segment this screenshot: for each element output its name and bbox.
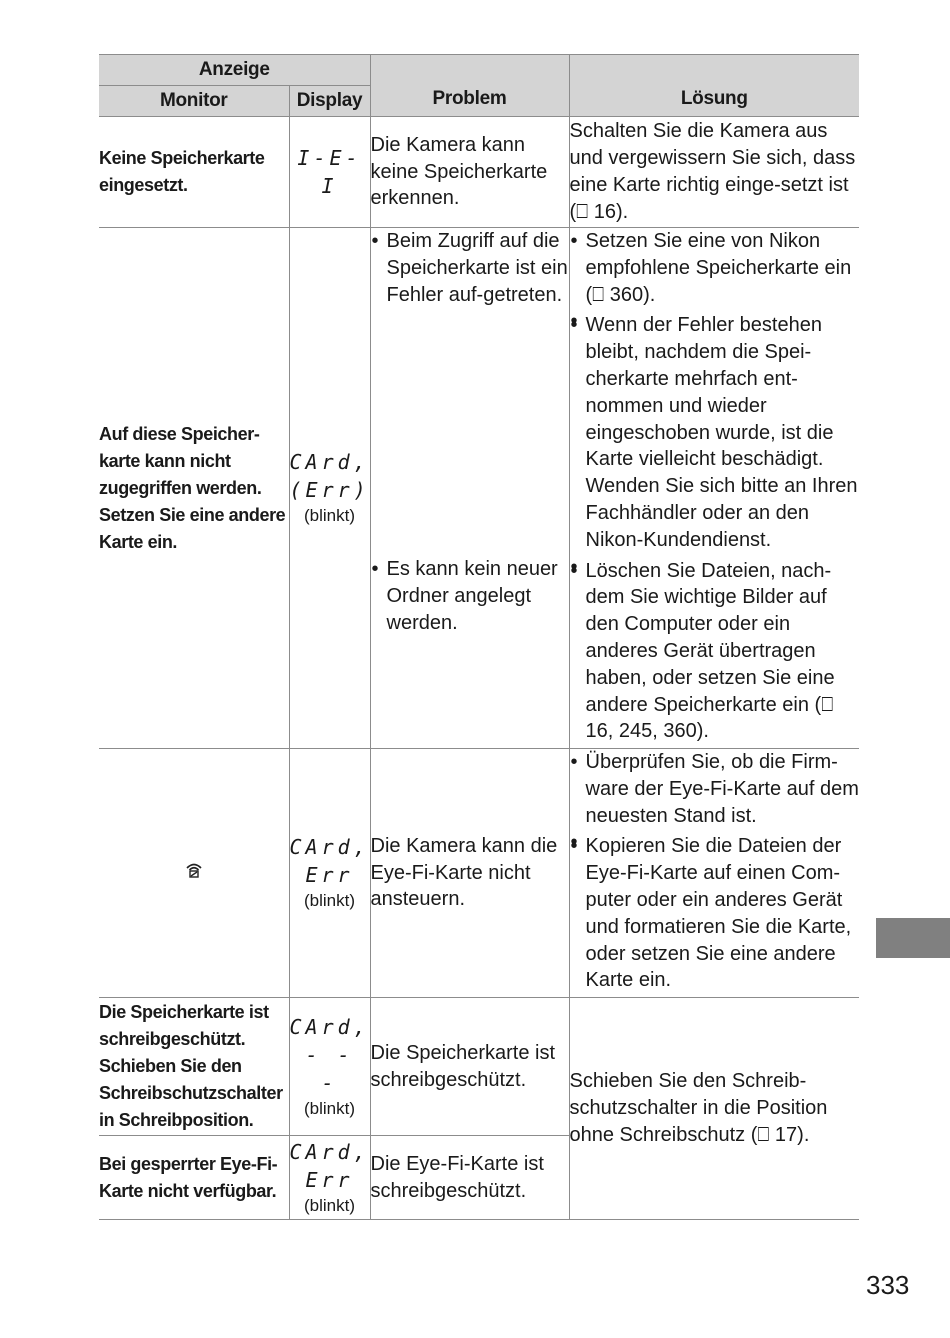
problem-text: Die Speicherkarte ist schreibgeschützt. — [370, 998, 569, 1136]
solution-item: • Wenn der Fehler bestehen bleibt, nachdem die Spei-cherkarte mehrfach ent-nommen und wieder eingeschoben wurde, ist die Karte vielleicht beschädigt. Wenden Sie sich bitte an Ihren Fachhändler oder an den Nikon-Kundendienst. — [570, 312, 860, 553]
solution-item: • Setzen Sie eine von Nikon empfohlene Speicherkarte ein (⎕ 360). — [570, 228, 860, 308]
display-code — [289, 1136, 370, 1220]
display-code — [289, 117, 370, 228]
problem-item: • Beim Zugriff auf die Speicherkarte ist ein Fehler auf-getreten. — [371, 228, 569, 556]
problem-text: Die Kamera kann keine Speicherkarte erkennen. — [370, 117, 569, 228]
problem-text: Die Eye-Fi-Karte ist schreibgeschützt. — [370, 1136, 569, 1220]
display-code — [289, 998, 370, 1136]
display-code-text: CArd, — [289, 450, 370, 474]
eye-fi-icon — [185, 860, 203, 887]
page-number: 333 — [866, 1270, 910, 1300]
display-note: (blinkt) — [303, 1195, 355, 1215]
display-code-text: CArd, — [289, 1014, 370, 1039]
problem-text: Die Kamera kann die Eye-Fi-Karte nicht ansteuern. — [370, 749, 569, 998]
display-code-text: CArd, — [289, 1139, 370, 1164]
display-code — [289, 749, 370, 998]
header-monitor: Monitor — [99, 86, 289, 117]
header-loesung: Lösung — [569, 55, 859, 117]
header-anzeige: Anzeige — [99, 55, 370, 86]
solution-cell — [569, 749, 859, 998]
monitor-message: Die Speicherkarte ist schreibgeschützt. Schieben Sie den Schreibschutzschalter in Schreibposition. — [99, 998, 289, 1136]
display-code-text-2: - - - — [305, 1042, 354, 1095]
monitor-message: Keine Speicherkarte eingesetzt. — [99, 117, 289, 228]
solution-cell — [569, 228, 859, 749]
display-code-text-2: Err — [305, 863, 354, 887]
table-row — [99, 749, 859, 998]
monitor-icon-cell — [99, 749, 289, 998]
solution-text: Schalten Sie die Kamera aus und vergewissern Sie sich, dass eine Karte richtig einge-setzt ist (⎕ 16). — [569, 117, 859, 228]
error-table — [99, 54, 859, 1220]
display-code — [289, 228, 370, 749]
display-code-text: CArd, — [289, 835, 370, 859]
display-code-text: I-E-I — [297, 146, 362, 198]
table-row — [99, 228, 859, 749]
problem-item: • Es kann kein neuer Ordner angelegt werden. — [371, 556, 569, 636]
solution-text: Schieben Sie den Schreib-schutzschalter in die Position ohne Schreibschutz (⎕ 17). — [569, 998, 859, 1220]
display-code-text-2: Err — [305, 1167, 354, 1192]
solution-item: • Kopieren Sie die Dateien der Eye-Fi-Karte auf einen Com-puter oder ein anderes Gerät und formatieren Sie die Karte, oder setzen Sie eine andere Karte ein. — [570, 833, 860, 994]
section-tab-marker — [876, 918, 950, 958]
monitor-message: Bei gesperrter Eye-Fi-Karte nicht verfügbar. — [99, 1136, 289, 1220]
solution-item: • Überprüfen Sie, ob die Firm-ware der Eye-Fi-Karte auf dem neuesten Stand ist. — [570, 749, 860, 829]
solution-item: • Löschen Sie Dateien, nach-dem Sie wichtige Bilder auf den Computer oder ein anderes Gerät übertragen haben, oder setzen Sie eine andere Speicherkarte ein (⎕ 16, 245, 360). — [570, 558, 860, 746]
monitor-message: Auf diese Speicher-karte kann nicht zugegriffen werden. Setzen Sie eine andere Karte ein. — [99, 228, 289, 749]
display-note: (blinkt) — [303, 891, 355, 910]
header-problem: Problem — [370, 55, 569, 117]
problem-cell — [370, 228, 569, 749]
table-row — [99, 998, 859, 1136]
header-display: Display — [289, 86, 370, 117]
table-row — [99, 117, 859, 228]
display-note: (blinkt) — [303, 1098, 355, 1118]
display-note: (blinkt) — [303, 506, 355, 525]
display-code-text-2: (Err) — [289, 478, 370, 502]
